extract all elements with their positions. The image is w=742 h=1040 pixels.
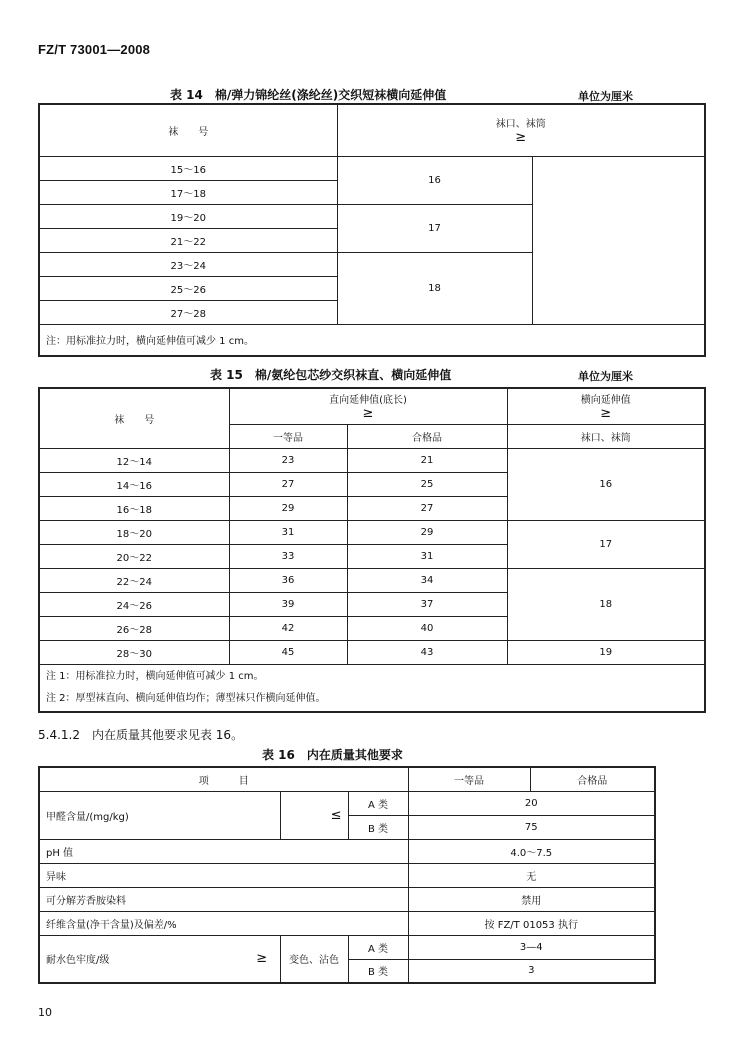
table16-ph-label: pH 值 <box>39 839 408 863</box>
table15-first-cell: 27 <box>229 472 347 496</box>
table14-caption: 表 14 棉/弹力锦纶丝(涤纶丝)交织短袜横向延伸值 <box>170 88 447 102</box>
table16-water-a-value: 3—4 <box>408 935 655 959</box>
table16-water-ge: ≥ <box>244 935 280 983</box>
table15 <box>38 387 706 713</box>
table15-trans-cell: 18 <box>507 568 705 640</box>
table14-blank-column <box>532 156 705 324</box>
table15-header-straight-ge: ≥ <box>362 406 374 422</box>
table14-size-cell: 27～28 <box>39 300 337 324</box>
table15-header-trans-label: 横向延伸值 <box>580 395 631 407</box>
table14-header-ge: ≥ <box>515 130 527 146</box>
table16-formaldehyde-b-value: 75 <box>408 815 655 839</box>
table16-azo-label: 可分解芳香胺染料 <box>39 887 408 911</box>
table16-odor-value: 无 <box>408 863 655 887</box>
table15-trans-cell: 19 <box>507 640 705 664</box>
table16-formaldehyde-a-value: 20 <box>408 791 655 815</box>
table15-size-cell: 14～16 <box>39 472 229 496</box>
table16-water-b-value: 3 <box>408 959 655 983</box>
table15-first-cell: 39 <box>229 592 347 616</box>
table15-first-cell: 42 <box>229 616 347 640</box>
table16-fiber-value: 按 FZ/T 01053 执行 <box>408 911 655 935</box>
table15-notes <box>39 664 705 712</box>
table15-first-cell: 23 <box>229 448 347 472</box>
table16-class-b: B 类 <box>348 815 408 839</box>
table14-value-cell: 17 <box>337 204 532 252</box>
table16-azo-value: 禁用 <box>408 887 655 911</box>
table15-header-straight-label: 直向延伸值(底长) <box>329 395 407 407</box>
table15-size-cell: 12～14 <box>39 448 229 472</box>
table15-caption: 表 15 棉/氨纶包芯纱交织袜直、横向延伸值 <box>210 368 452 382</box>
table16-formaldehyde-le: ≤ <box>280 791 348 839</box>
table15-qualified-cell: 29 <box>347 520 507 544</box>
table15-note-2: 注 2：厚型袜直向、横向延伸值均作；薄型袜只作横向延伸值。 <box>46 692 326 704</box>
table15-qualified-cell: 34 <box>347 568 507 592</box>
table14-size-cell: 19～20 <box>39 204 337 228</box>
table16-ph-value: 4.0～7.5 <box>408 839 655 863</box>
table15-unit: 单位为厘米 <box>578 370 633 383</box>
table16-class-a: A 类 <box>348 791 408 815</box>
table16-fiber-label: 纤维含量(净干含量)及偏差/% <box>39 911 408 935</box>
table15-qualified-cell: 25 <box>347 472 507 496</box>
table14-size-cell: 23～24 <box>39 252 337 276</box>
table15-size-cell: 18～20 <box>39 520 229 544</box>
table16-odor-label: 异味 <box>39 863 408 887</box>
table15-qualified-cell: 31 <box>347 544 507 568</box>
table14-size-cell: 17～18 <box>39 180 337 204</box>
table16-water-class-a: A 类 <box>348 935 408 959</box>
table16-header-item: 项 目 <box>39 767 408 791</box>
table16-stain-label: 变色、沾色 <box>280 935 348 983</box>
table15-qualified-cell: 43 <box>347 640 507 664</box>
table15-header-cuff: 袜口、袜筒 <box>507 424 705 448</box>
table15-note-1: 注 1：用标准拉力时，横向延伸值可减少 1 cm。 <box>46 670 264 682</box>
table16-water-class-b: B 类 <box>348 959 408 983</box>
table15-header-trans-ge: ≥ <box>600 406 612 422</box>
table15-header-first: 一等品 <box>229 424 347 448</box>
table15-first-cell: 31 <box>229 520 347 544</box>
table15-size-cell: 24～26 <box>39 592 229 616</box>
table15-first-cell: 29 <box>229 496 347 520</box>
table14-size-cell: 15～16 <box>39 156 337 180</box>
table15-size-cell: 20～22 <box>39 544 229 568</box>
table14-size-cell: 21～22 <box>39 228 337 252</box>
table14-unit: 单位为厘米 <box>578 90 633 103</box>
table15-size-cell: 16～18 <box>39 496 229 520</box>
table16-header-first: 一等品 <box>408 767 530 791</box>
table16-caption: 表 16 内在质量其他要求 <box>262 748 403 762</box>
table15-size-cell: 26～28 <box>39 616 229 640</box>
table15-qualified-cell: 37 <box>347 592 507 616</box>
table16-header-qualified: 合格品 <box>530 767 655 791</box>
clause-5-4-1-2: 5.4.1.2 内在质量其他要求见表 16。 <box>38 728 244 742</box>
table14-size-cell: 25～26 <box>39 276 337 300</box>
table15-trans-cell: 16 <box>507 448 705 520</box>
table15-first-cell: 36 <box>229 568 347 592</box>
table14-note: 注：用标准拉力时，横向延伸值可减少 1 cm。 <box>39 324 705 356</box>
table14-value-cell: 18 <box>337 252 532 324</box>
page-number: 10 <box>38 1006 52 1019</box>
table14-header-cuff <box>337 104 705 156</box>
table16 <box>38 766 656 984</box>
table15-first-cell: 33 <box>229 544 347 568</box>
document-header: FZ/T 73001—2008 <box>38 42 151 57</box>
table14-header-size: 袜 号 <box>39 104 337 156</box>
table15-trans-cell: 17 <box>507 520 705 568</box>
table15-header-trans <box>507 388 705 424</box>
table15-size-cell: 28～30 <box>39 640 229 664</box>
table15-first-cell: 45 <box>229 640 347 664</box>
table15-size-cell: 22～24 <box>39 568 229 592</box>
table15-header-straight <box>229 388 507 424</box>
table16-water-label: 耐水色牢度/级 <box>39 935 244 983</box>
table15-header-size: 袜 号 <box>39 388 229 448</box>
table14-value-cell: 16 <box>337 156 532 204</box>
table14-header-cuff-label: 袜口、袜筒 <box>495 119 546 131</box>
table16-formaldehyde-label: 甲醛含量/(mg/kg) <box>39 791 280 839</box>
table15-header-qualified: 合格品 <box>347 424 507 448</box>
table14 <box>38 103 706 357</box>
table15-qualified-cell: 40 <box>347 616 507 640</box>
table15-qualified-cell: 21 <box>347 448 507 472</box>
table15-qualified-cell: 27 <box>347 496 507 520</box>
